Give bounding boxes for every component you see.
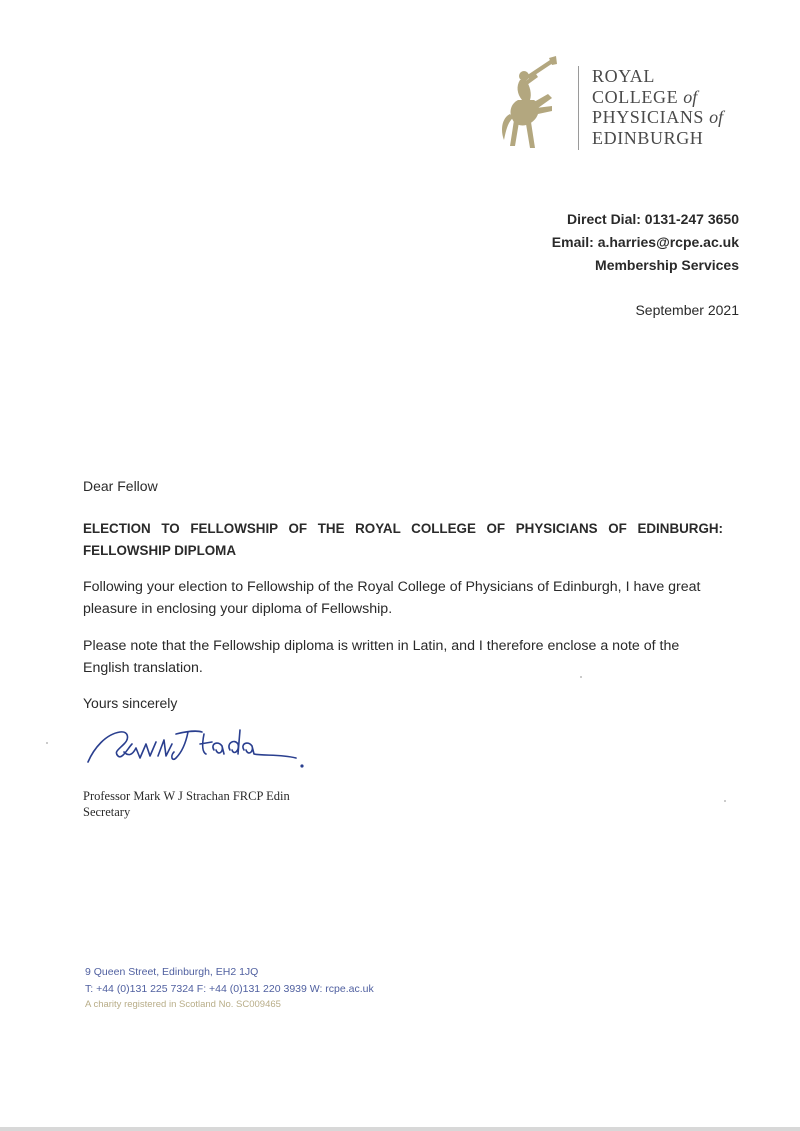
logo-line-college: COLLEGE of (592, 86, 698, 107)
closing: Yours sincerely (83, 695, 178, 711)
scan-speck (580, 676, 582, 678)
logo-line-edinburgh: EDINBURGH (592, 127, 704, 148)
college-logo-icon (500, 56, 572, 152)
logo-line-royal: ROYAL (592, 66, 656, 86)
contact-block (552, 208, 739, 277)
scan-speck (724, 800, 726, 802)
scan-speck (46, 742, 48, 744)
logo-divider (578, 66, 579, 150)
subject-heading: ELECTION TO FELLOWSHIP OF THE ROYAL COLLEGE OF PHYSICIANS OF EDINBURGH: FELLOWSHIP DIPLOMA (83, 521, 723, 558)
signer-block (83, 789, 290, 820)
signer-name: Professor Mark W J Strachan FRCP Edin (83, 789, 290, 803)
footer-address: 9 Queen Street, Edinburgh, EH2 1JQ (85, 966, 259, 978)
email-address: Email: a.harries@rcpe.ac.uk (551, 234, 739, 250)
footer-charity: A charity registered in Scotland No. SC009465 (85, 999, 281, 1010)
logo-line-physicians: PHYSICIANS of (592, 107, 724, 127)
department: Membership Services (595, 257, 739, 273)
direct-dial: Direct Dial: 0131-247 3650 (567, 211, 739, 227)
college-name (592, 66, 723, 148)
letter-date: September 2021 (635, 302, 739, 318)
footer-contact: T: +44 (0)131 225 7324 F: +44 (0)131 220 3939 W: rcpe.ac.uk (85, 982, 374, 995)
body-paragraph-1: Following your election to Fellowship of the Royal College of Physicians of Edinburgh, I have great pleasure in enclosing your diploma of Fellowship. (83, 579, 701, 617)
handwritten-signature (84, 722, 314, 778)
body-paragraph-2: Please note that the Fellowship diploma is written in Latin, and I therefore enclose a note of the English translation. (83, 638, 680, 676)
footer (85, 964, 374, 1014)
signer-title: Secretary (83, 804, 131, 819)
salutation: Dear Fellow (83, 478, 158, 494)
page-bottom-edge (0, 1127, 800, 1131)
